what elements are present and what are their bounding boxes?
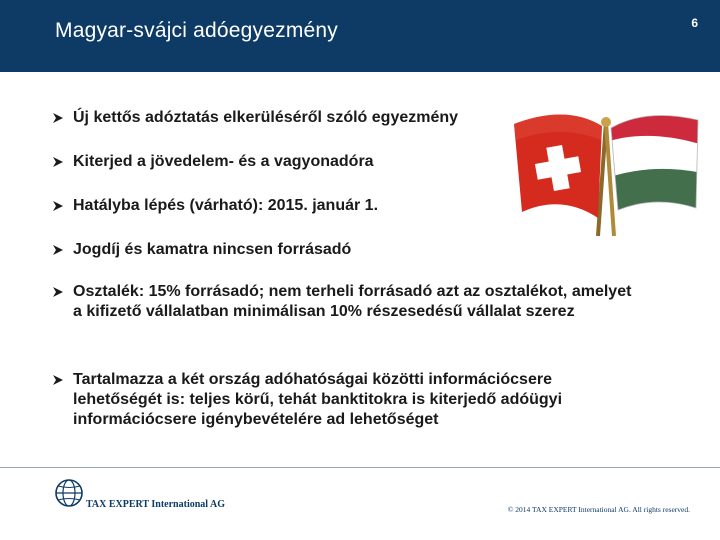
arrowhead-icon — [52, 244, 64, 256]
globe-icon — [54, 478, 84, 508]
arrowhead-icon — [52, 200, 64, 212]
footer-divider — [0, 467, 720, 468]
bullet-item — [52, 370, 642, 430]
bullet-text: Hatályba lépés (várható): 2015. január 1. — [73, 197, 379, 214]
bullet-text: Tartalmazza a két ország adóhatóságai közötti információcsere lehetőségét is: teljes körű, tehát banktitokra is kiterjedő adóügyi információcsere igénybevételére ad lehetőséget — [73, 371, 563, 428]
bullet-text: Új kettős adóztatás elkerüléséről szóló egyezmény — [73, 109, 459, 126]
arrowhead-icon — [52, 374, 64, 386]
bullet-item — [52, 240, 652, 260]
title-bar — [0, 0, 720, 72]
bullet-text: Jogdíj és kamatra nincsen forrásadó — [73, 241, 352, 258]
slide-number: 6 — [691, 16, 698, 30]
bullet-item — [52, 282, 642, 322]
bullet-text: Osztalék: 15% forrásadó; nem terheli forrásadó azt az osztalékot, amelyet a kifizető vállalatban minimálisan 10% részesedésű vállalat szerez — [73, 283, 632, 320]
bullet-text: Kiterjed a jövedelem- és a vagyonadóra — [73, 153, 374, 170]
swiss-hungarian-flag-pin-icon — [506, 90, 701, 240]
arrowhead-icon — [52, 156, 64, 168]
slide-title: Magyar-svájci adóegyezmény — [55, 19, 338, 42]
copyright-notice: © 2014 TAX EXPERT International AG. All rights reserved. — [507, 505, 690, 514]
arrowhead-icon — [52, 286, 64, 298]
arrowhead-icon — [52, 112, 64, 124]
company-logo-text: TAX EXPERT International AG — [86, 499, 226, 510]
